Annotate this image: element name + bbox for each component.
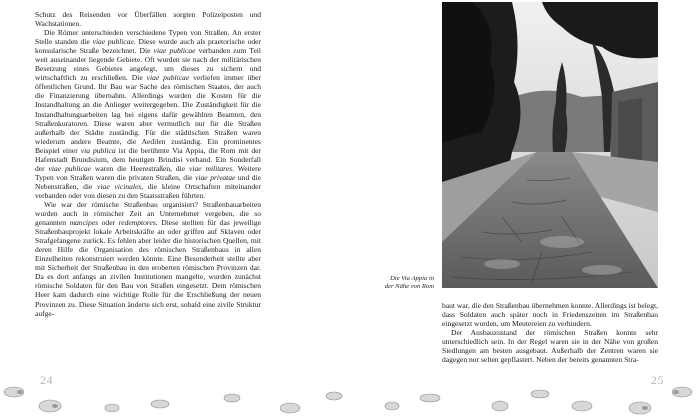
right-paragraph-2: Der Ausbauzustand der römischen Straßen konnte sehr unterschiedlich sein. In der Regel waren sie in der Nähe von großen Siedlungen am besten ausgebaut. Außerhalb der Zentren waren sie dagegen nur selten gepflastert. Neben der bereits genannten Stra- bbox=[442, 328, 658, 365]
left-paragraph-3: Wie war der römische Straßenbau organisiert? Straßenbauarbeiten wurden auch in römischer Zeit an Unternehmer vergeben, die so genannten mancipes oder redemptores. Diese stellten für das jeweilige Straßenbauprojekt lokale Arbeitskräfte an oder griffen auf Sklaven oder Strafgefangene zurück. Es fehlen aber leider die historischen Quellen, mit deren Hilfe die Organisation des römischen Straßenbaus in allen Einzelheiten rekonstruiert werden könnte. Eine Besonderheit stellte aber mit Sicherheit der Straßenbau in den eroberten römischen Provinzen dar. Da es dort anfangs an zivilen Institutionen mangelte, wurden zunächst römische Soldaten für den Bau von Straßen eingesetzt. Dem römischen Heer kam dadurch eine wichtige Rolle für die Erschließung der neuen Provinzen zu. Diese Situation änderte sich erst, sobald eine zivile Struktur aufge- bbox=[35, 199, 261, 318]
right-text-column bbox=[442, 301, 658, 364]
caption-line-1: Die Via Appia in bbox=[390, 275, 434, 282]
photo-illustration bbox=[442, 2, 658, 288]
page-number-right: 25 bbox=[651, 373, 664, 387]
left-paragraph-2: Die Römer unterschieden verschiedene Typen von Straßen. An erster Stelle standen die viae publicae. Diese wurde auch als praetorische oder konsularische Straße bezeichnet. Die viae publicae verbanden zum Teil weit auseinander liegende Gebiete. Oft wurden sie nach der militärischen Besetzung eines Gebietes angelegt, um dieses zu sichern und wirtschaftlich zu erschließen. Die viae publicae verliefen immer über öffentlichen Grund. Ihr Bau war Sache des römischen Staates, der auch die Finanzierung übernahm. Allerdings wurden die Kosten für die Instandhaltung an die Anlieger weitergegeben. Die Zuständigkeit für die Instandhaltungsarbeiten lag bei eigens dafür gewählten Beamten, den Straßenkuratoren. Diese waren aber vermutlich nur für die Straßen außerhalb der Städte zuständig. Für die städtischen Straßen waren wiederum andere Beamte, die Aedilen zuständig. Ein prominentes Beispiel einer via publica ist die berühmte Via Appia, die Rom mit der Hafenstadt Brundisium, dem heutigen Brindisi verband. Ein Sonderfall der viae publicae waren die Heerestraßen, die viae militares. Weitere Typen von Straßen waren die privaten Straßen, die viae privatae und die Nebenstraßen, die viae vicinales, die kleine Ortschaften miteinander verbanden oder von diesen zu den Staatsstraßen führten. bbox=[35, 28, 262, 200]
left-paragraph-1: Schutz des Reisenden vor Überfällen sorgten Polizeiposten und Wachstationen. bbox=[35, 10, 261, 29]
footer-stone-ornament bbox=[0, 384, 700, 420]
via-appia-photo bbox=[442, 2, 658, 288]
photo-caption bbox=[372, 275, 434, 291]
right-paragraph-1: baut war, die den Straßenbau übernehmen konnte. Allerdings ist belegt, dass Soldaten auch später noch in Friedenszeiten im Straßenbau eingesetzt wurden, um Meutereien zu verhindern. bbox=[442, 301, 658, 329]
caption-line-2: der Nähe von Rom bbox=[384, 283, 434, 291]
page-number-left: 24 bbox=[40, 373, 53, 387]
left-text-column bbox=[35, 10, 261, 318]
